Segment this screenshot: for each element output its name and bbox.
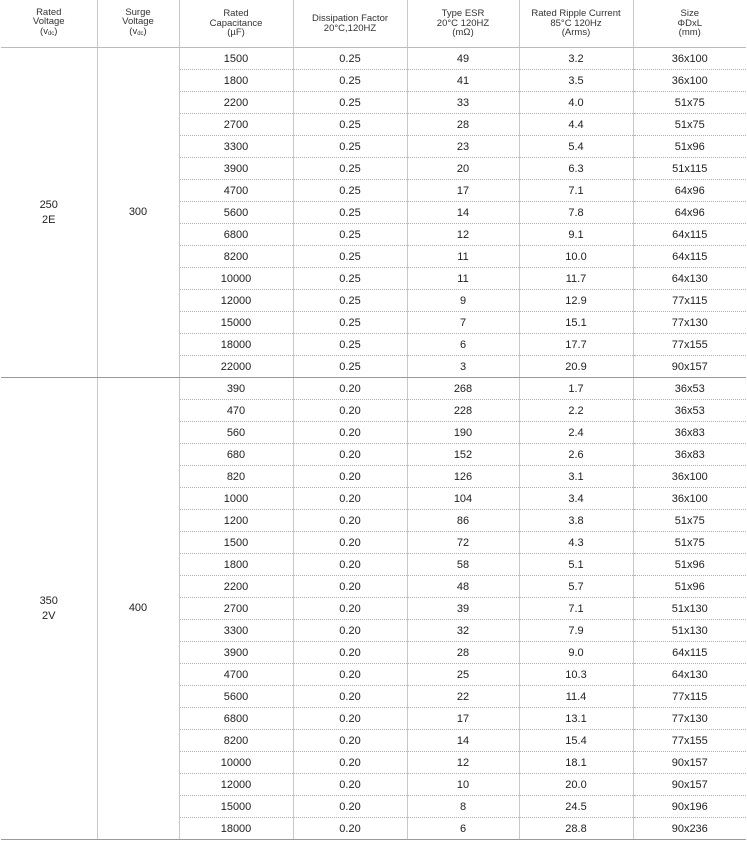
cell-capacitance: 8200: [179, 730, 293, 752]
cell-ripple-current: 7.9: [519, 620, 633, 642]
header-rated-voltage: Rated Voltage $(v_{dc})$: [1, 0, 97, 48]
cell-capacitance: 18000: [179, 334, 293, 356]
cell-size: 64x115: [633, 642, 746, 664]
cell-esr: 48: [407, 576, 519, 598]
cell-ripple-current: 3.4: [519, 488, 633, 510]
cell-ripple-current: 15.1: [519, 312, 633, 334]
cell-ripple-current: 9.1: [519, 224, 633, 246]
cell-esr: 17: [407, 180, 519, 202]
cell-dissipation-factor: 0.25: [293, 158, 407, 180]
cell-size: 90x157: [633, 752, 746, 774]
cell-ripple-current: 10.0: [519, 246, 633, 268]
cell-size: 77x155: [633, 334, 746, 356]
cell-ripple-current: 20.9: [519, 356, 633, 378]
cell-esr: 268: [407, 378, 519, 400]
cell-capacitance: 5600: [179, 202, 293, 224]
cell-size: 36x83: [633, 444, 746, 466]
header-size: Size ΦDxL (mm): [633, 0, 746, 48]
cell-dissipation-factor: 0.20: [293, 598, 407, 620]
cell-dissipation-factor: 0.20: [293, 554, 407, 576]
cell-esr: 22: [407, 686, 519, 708]
cell-ripple-current: 24.5: [519, 796, 633, 818]
cell-capacitance: 2200: [179, 576, 293, 598]
cell-size: 51x75: [633, 532, 746, 554]
table-row: [1, 378, 746, 400]
cell-rated-voltage: 250 2E: [1, 48, 97, 378]
cell-capacitance: 560: [179, 422, 293, 444]
cell-capacitance: 680: [179, 444, 293, 466]
cell-ripple-current: 9.0: [519, 642, 633, 664]
cell-esr: 190: [407, 422, 519, 444]
cell-dissipation-factor: 0.20: [293, 400, 407, 422]
cell-ripple-current: 5.7: [519, 576, 633, 598]
cell-dissipation-factor: 0.20: [293, 466, 407, 488]
cell-ripple-current: 2.6: [519, 444, 633, 466]
cell-ripple-current: 11.7: [519, 268, 633, 290]
cell-capacitance: 3900: [179, 158, 293, 180]
cell-size: 77x130: [633, 312, 746, 334]
cell-capacitance: 10000: [179, 752, 293, 774]
cell-capacitance: 10000: [179, 268, 293, 290]
cell-size: 36x53: [633, 378, 746, 400]
cell-esr: 41: [407, 70, 519, 92]
cell-size: 51x115: [633, 158, 746, 180]
cell-size: 51x130: [633, 620, 746, 642]
cell-capacitance: 1500: [179, 532, 293, 554]
cell-size: 51x130: [633, 598, 746, 620]
cell-size: 77x115: [633, 290, 746, 312]
cell-capacitance: 6800: [179, 224, 293, 246]
cell-size: 51x75: [633, 92, 746, 114]
cell-esr: 25: [407, 664, 519, 686]
header-surge-voltage: Surge Voltage $(v_{dc})$: [97, 0, 179, 48]
cell-size: 64x115: [633, 246, 746, 268]
cell-dissipation-factor: 0.25: [293, 356, 407, 378]
cell-dissipation-factor: 0.25: [293, 224, 407, 246]
cell-esr: 14: [407, 730, 519, 752]
cell-esr: 9: [407, 290, 519, 312]
cell-size: 90x236: [633, 818, 746, 840]
cell-size: 64x130: [633, 268, 746, 290]
cell-size: 51x96: [633, 576, 746, 598]
cell-size: 36x83: [633, 422, 746, 444]
cell-capacitance: 5600: [179, 686, 293, 708]
cell-size: 64x115: [633, 224, 746, 246]
cell-ripple-current: 7.8: [519, 202, 633, 224]
cell-capacitance: 4700: [179, 180, 293, 202]
cell-size: 90x157: [633, 774, 746, 796]
cell-dissipation-factor: 0.20: [293, 730, 407, 752]
header-ripple-current: Rated Ripple Current 85°C 120Hz (Arms): [519, 0, 633, 48]
cell-capacitance: 390: [179, 378, 293, 400]
cell-esr: 11: [407, 268, 519, 290]
cell-dissipation-factor: 0.20: [293, 774, 407, 796]
cell-capacitance: 2700: [179, 114, 293, 136]
cell-ripple-current: 6.3: [519, 158, 633, 180]
cell-size: 51x96: [633, 136, 746, 158]
cell-ripple-current: 15.4: [519, 730, 633, 752]
cell-esr: 17: [407, 708, 519, 730]
cell-size: 64x96: [633, 180, 746, 202]
cell-size: 51x75: [633, 510, 746, 532]
cell-ripple-current: 3.1: [519, 466, 633, 488]
cell-esr: 28: [407, 114, 519, 136]
cell-ripple-current: 28.8: [519, 818, 633, 840]
header-type-esr: Type ESR 20°C 120HZ (mΩ): [407, 0, 519, 48]
cell-ripple-current: 7.1: [519, 598, 633, 620]
cell-capacitance: 22000: [179, 356, 293, 378]
cell-size: 77x115: [633, 686, 746, 708]
cell-capacitance: 1800: [179, 70, 293, 92]
cell-size: 36x100: [633, 466, 746, 488]
cell-size: 90x196: [633, 796, 746, 818]
cell-size: 36x100: [633, 488, 746, 510]
cell-ripple-current: 11.4: [519, 686, 633, 708]
cell-dissipation-factor: 0.20: [293, 378, 407, 400]
cell-ripple-current: 2.2: [519, 400, 633, 422]
cell-surge-voltage: 300: [97, 48, 179, 378]
cell-dissipation-factor: 0.25: [293, 202, 407, 224]
cell-esr: 58: [407, 554, 519, 576]
cell-esr: 126: [407, 466, 519, 488]
cell-dissipation-factor: 0.20: [293, 422, 407, 444]
cell-dissipation-factor: 0.25: [293, 290, 407, 312]
cell-esr: 152: [407, 444, 519, 466]
cell-dissipation-factor: 0.20: [293, 686, 407, 708]
cell-dissipation-factor: 0.20: [293, 620, 407, 642]
cell-ripple-current: 5.4: [519, 136, 633, 158]
cell-esr: 33: [407, 92, 519, 114]
cell-dissipation-factor: 0.20: [293, 796, 407, 818]
cell-capacitance: 3300: [179, 620, 293, 642]
cell-dissipation-factor: 0.20: [293, 752, 407, 774]
cell-size: 36x53: [633, 400, 746, 422]
cell-esr: 32: [407, 620, 519, 642]
cell-dissipation-factor: 0.25: [293, 334, 407, 356]
table-body: [1, 48, 746, 840]
capacitor-spec-table: [1, 0, 746, 840]
cell-dissipation-factor: 0.20: [293, 664, 407, 686]
cell-ripple-current: 4.4: [519, 114, 633, 136]
cell-capacitance: 18000: [179, 818, 293, 840]
cell-dissipation-factor: 0.20: [293, 642, 407, 664]
cell-capacitance: 1200: [179, 510, 293, 532]
cell-dissipation-factor: 0.20: [293, 818, 407, 840]
cell-size: 51x75: [633, 114, 746, 136]
cell-capacitance: 1000: [179, 488, 293, 510]
cell-size: 64x130: [633, 664, 746, 686]
cell-dissipation-factor: 0.25: [293, 268, 407, 290]
cell-dissipation-factor: 0.25: [293, 70, 407, 92]
cell-esr: 86: [407, 510, 519, 532]
cell-ripple-current: 7.1: [519, 180, 633, 202]
cell-esr: 6: [407, 818, 519, 840]
cell-dissipation-factor: 0.20: [293, 444, 407, 466]
cell-dissipation-factor: 0.20: [293, 488, 407, 510]
cell-esr: 72: [407, 532, 519, 554]
cell-esr: 6: [407, 334, 519, 356]
cell-esr: 7: [407, 312, 519, 334]
cell-capacitance: 2200: [179, 92, 293, 114]
cell-dissipation-factor: 0.20: [293, 532, 407, 554]
cell-capacitance: 8200: [179, 246, 293, 268]
cell-esr: 49: [407, 48, 519, 70]
cell-size: 77x130: [633, 708, 746, 730]
cell-capacitance: 470: [179, 400, 293, 422]
cell-capacitance: 1500: [179, 48, 293, 70]
cell-dissipation-factor: 0.20: [293, 576, 407, 598]
header-dissipation-factor: Dissipation Factor 20°C,120HZ: [293, 0, 407, 48]
cell-ripple-current: 3.2: [519, 48, 633, 70]
cell-dissipation-factor: 0.20: [293, 510, 407, 532]
cell-capacitance: 4700: [179, 664, 293, 686]
cell-ripple-current: 3.8: [519, 510, 633, 532]
cell-esr: 8: [407, 796, 519, 818]
cell-size: 64x96: [633, 202, 746, 224]
cell-ripple-current: 5.1: [519, 554, 633, 576]
cell-capacitance: 3900: [179, 642, 293, 664]
cell-size: 90x157: [633, 356, 746, 378]
cell-capacitance: 12000: [179, 290, 293, 312]
cell-ripple-current: 20.0: [519, 774, 633, 796]
cell-esr: 39: [407, 598, 519, 620]
cell-dissipation-factor: 0.25: [293, 136, 407, 158]
cell-ripple-current: 1.7: [519, 378, 633, 400]
cell-ripple-current: 10.3: [519, 664, 633, 686]
header-row: [1, 0, 746, 48]
cell-esr: 104: [407, 488, 519, 510]
cell-ripple-current: 18.1: [519, 752, 633, 774]
cell-capacitance: 1800: [179, 554, 293, 576]
cell-esr: 28: [407, 642, 519, 664]
cell-size: 36x100: [633, 70, 746, 92]
table-row: [1, 48, 746, 70]
cell-capacitance: 15000: [179, 796, 293, 818]
cell-dissipation-factor: 0.25: [293, 312, 407, 334]
cell-rated-voltage: 350 2V: [1, 378, 97, 840]
cell-capacitance: 15000: [179, 312, 293, 334]
cell-ripple-current: 4.3: [519, 532, 633, 554]
cell-size: 36x100: [633, 48, 746, 70]
cell-dissipation-factor: 0.25: [293, 114, 407, 136]
cell-dissipation-factor: 0.25: [293, 48, 407, 70]
cell-esr: 12: [407, 224, 519, 246]
cell-capacitance: 12000: [179, 774, 293, 796]
header-rated-capacitance: Rated Capacitance (µF): [179, 0, 293, 48]
cell-esr: 14: [407, 202, 519, 224]
cell-esr: 11: [407, 246, 519, 268]
cell-capacitance: 3300: [179, 136, 293, 158]
cell-dissipation-factor: 0.25: [293, 246, 407, 268]
cell-ripple-current: 2.4: [519, 422, 633, 444]
cell-esr: 20: [407, 158, 519, 180]
cell-capacitance: 2700: [179, 598, 293, 620]
cell-size: 77x155: [633, 730, 746, 752]
cell-ripple-current: 12.9: [519, 290, 633, 312]
cell-dissipation-factor: 0.25: [293, 180, 407, 202]
cell-esr: 10: [407, 774, 519, 796]
cell-esr: 3: [407, 356, 519, 378]
cell-ripple-current: 3.5: [519, 70, 633, 92]
cell-size: 51x96: [633, 554, 746, 576]
cell-ripple-current: 13.1: [519, 708, 633, 730]
cell-capacitance: 6800: [179, 708, 293, 730]
cell-esr: 228: [407, 400, 519, 422]
cell-capacitance: 820: [179, 466, 293, 488]
cell-dissipation-factor: 0.20: [293, 708, 407, 730]
cell-ripple-current: 17.7: [519, 334, 633, 356]
cell-ripple-current: 4.0: [519, 92, 633, 114]
cell-esr: 23: [407, 136, 519, 158]
cell-esr: 12: [407, 752, 519, 774]
cell-dissipation-factor: 0.25: [293, 92, 407, 114]
cell-surge-voltage: 400: [97, 378, 179, 840]
